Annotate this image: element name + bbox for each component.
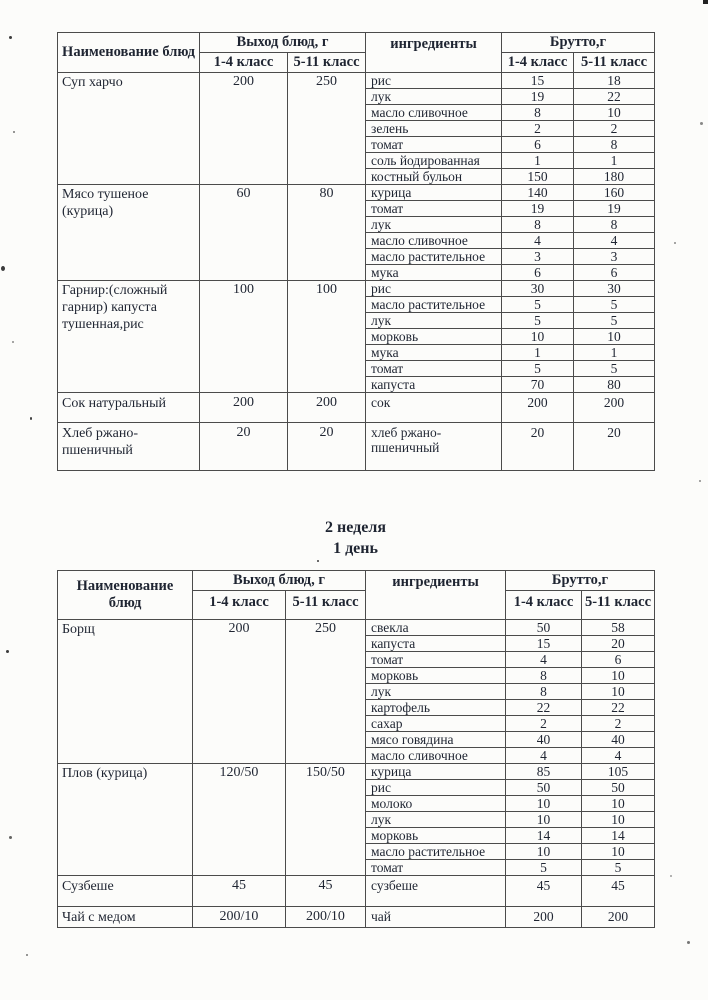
ingredient-gross-5-11: 8 [574,217,655,233]
ingredient-gross-1-4: 70 [502,377,574,393]
column-header-dish-name: Наименование блюд [58,33,200,73]
ingredient-gross-5-11: 160 [574,185,655,201]
dish-output-1-4: 200 [200,393,288,423]
ingredient-gross-5-11: 8 [574,137,655,153]
dish-name: Плов (курица) [58,764,193,876]
ingredient-gross-5-11: 58 [582,620,655,636]
scan-speck [674,242,676,244]
column-header-gross: Брутто,г [506,571,655,591]
ingredient-gross-5-11: 20 [582,636,655,652]
ingredient-name: лук [366,217,502,233]
week-heading: 2 неделя [325,519,386,536]
ingredient-name: масло сливочное [366,233,502,249]
table-header [58,571,655,620]
ingredient-gross-1-4: 5 [502,297,574,313]
ingredient-gross-1-4: 8 [506,668,582,684]
ingredient-gross-1-4: 20 [502,423,574,471]
ingredient-name: чай [366,907,506,928]
scan-speck [12,341,14,343]
table-row [58,620,655,636]
ingredient-gross-5-11: 4 [582,748,655,764]
column-header-gross: Брутто,г [502,33,655,53]
ingredient-name: капуста [366,636,506,652]
column-header-output-class-5-11: 5-11 класс [286,591,366,620]
ingredient-name: картофель [366,700,506,716]
ingredient-gross-1-4: 40 [506,732,582,748]
dish-output-1-4: 100 [200,281,288,393]
column-header-output-class-1-4: 1-4 класс [193,591,286,620]
ingredient-gross-1-4: 200 [502,393,574,423]
dish-output-1-4: 45 [193,876,286,907]
ingredient-name: томат [366,201,502,217]
ingredient-gross-1-4: 10 [506,796,582,812]
ingredient-gross-5-11: 10 [582,668,655,684]
ingredient-gross-1-4: 5 [502,361,574,377]
table-row [58,876,655,907]
ingredient-gross-5-11: 80 [574,377,655,393]
ingredient-gross-1-4: 10 [506,844,582,860]
ingredient-gross-5-11: 10 [574,329,655,345]
dish-output-5-11: 150/50 [286,764,366,876]
dish-name: Мясо тушеное (курица) [58,185,200,281]
ingredient-name: масло растительное [366,844,506,860]
column-header-gross-class-5-11: 5-11 класс [582,591,655,620]
ingredient-name: лук [366,684,506,700]
ingredient-gross-5-11: 4 [574,233,655,249]
dish-name: Суп харчо [58,73,200,185]
ingredient-gross-1-4: 15 [502,73,574,89]
ingredient-name: масло растительное [366,297,502,313]
ingredient-name: капуста [366,377,502,393]
ingredient-gross-1-4: 4 [506,748,582,764]
ingredient-gross-5-11: 5 [574,313,655,329]
ingredient-gross-5-11: 20 [574,423,655,471]
ingredient-gross-5-11: 10 [582,844,655,860]
ingredient-gross-1-4: 19 [502,201,574,217]
ingredient-gross-1-4: 8 [502,217,574,233]
ingredient-name: томат [366,860,506,876]
ingredient-gross-1-4: 140 [502,185,574,201]
ingredient-gross-5-11: 6 [574,265,655,281]
column-header-output-class-1-4: 1-4 класс [200,53,288,73]
scan-speck [687,941,690,944]
scan-speck [9,836,12,839]
ingredient-gross-1-4: 4 [506,652,582,668]
ingredient-gross-1-4: 2 [502,121,574,137]
ingredient-gross-1-4: 150 [502,169,574,185]
column-header-output: Выход блюд, г [193,571,366,591]
ingredient-gross-1-4: 10 [502,329,574,345]
dish-output-1-4: 20 [200,423,288,471]
ingredient-gross-1-4: 200 [506,907,582,928]
scan-speck [26,954,28,956]
ingredient-name: лук [366,812,506,828]
ingredient-name: хлеб ржано-пшеничный [366,423,502,471]
ingredient-name: морковь [366,828,506,844]
ingredient-name: сахар [366,716,506,732]
ingredient-gross-5-11: 200 [574,393,655,423]
ingredient-gross-5-11: 105 [582,764,655,780]
ingredient-name: рис [366,73,502,89]
ingredient-gross-1-4: 1 [502,153,574,169]
dish-name: Чай с медом [58,907,193,928]
table-row [58,393,655,423]
ingredient-gross-5-11: 19 [574,201,655,217]
column-header-output-class-5-11: 5-11 класс [288,53,366,73]
ingredient-name: рис [366,281,502,297]
ingredient-gross-1-4: 6 [502,265,574,281]
scan-speck [9,36,12,39]
ingredient-name: томат [366,137,502,153]
ingredient-name: курица [366,185,502,201]
ingredient-name: масло растительное [366,249,502,265]
ingredient-gross-5-11: 14 [582,828,655,844]
table-row [58,423,655,471]
ingredient-name: томат [366,361,502,377]
scan-speck [670,875,672,877]
ingredient-gross-1-4: 14 [506,828,582,844]
scan-speck [30,417,32,420]
ingredient-name: мясо говядина [366,732,506,748]
table-body [58,620,655,928]
scan-speck [700,122,703,125]
ingredient-name: зелень [366,121,502,137]
ingredient-name: масло сливочное [366,748,506,764]
ingredient-gross-5-11: 180 [574,169,655,185]
ingredient-name: молоко [366,796,506,812]
scan-speck [13,131,15,133]
dish-output-5-11: 20 [288,423,366,471]
ingredient-name: рис [366,780,506,796]
dish-output-5-11: 250 [288,73,366,185]
ingredient-gross-5-11: 1 [574,345,655,361]
dish-output-5-11: 250 [286,620,366,764]
table-header [58,33,655,73]
ingredient-gross-5-11: 40 [582,732,655,748]
dish-output-5-11: 100 [288,281,366,393]
table-row [58,73,655,89]
menu-table-week1 [57,32,655,471]
scan-speck [317,560,319,562]
column-header-gross-class-1-4: 1-4 класс [502,53,574,73]
section-heading [57,517,654,559]
ingredient-gross-1-4: 10 [506,812,582,828]
dish-output-1-4: 200/10 [193,907,286,928]
table-row [58,185,655,201]
ingredient-gross-5-11: 10 [582,796,655,812]
ingredient-gross-5-11: 3 [574,249,655,265]
dish-name: Борщ [58,620,193,764]
dish-output-5-11: 200/10 [286,907,366,928]
ingredient-name: лук [366,89,502,105]
ingredient-gross-1-4: 5 [506,860,582,876]
column-header-ingredients: ингредиенты [366,33,502,73]
scan-speck [699,480,701,482]
ingredient-gross-5-11: 1 [574,153,655,169]
dish-output-1-4: 200 [193,620,286,764]
ingredient-gross-1-4: 30 [502,281,574,297]
ingredient-gross-1-4: 22 [506,700,582,716]
ingredient-name: сузбеше [366,876,506,907]
dish-name: Сузбеше [58,876,193,907]
ingredient-gross-1-4: 4 [502,233,574,249]
ingredient-gross-5-11: 200 [582,907,655,928]
ingredient-name: мука [366,265,502,281]
scan-speck [6,650,9,653]
ingredient-gross-5-11: 45 [582,876,655,907]
ingredient-gross-5-11: 50 [582,780,655,796]
dish-name: Гарнир:(сложный гарнир) капуста тушенная,рис [58,281,200,393]
ingredient-gross-1-4: 50 [506,620,582,636]
ingredient-name: морковь [366,668,506,684]
column-header-ingredients: ингредиенты [366,571,506,620]
ingredient-name: лук [366,313,502,329]
ingredient-gross-5-11: 22 [574,89,655,105]
ingredient-name: свекла [366,620,506,636]
table-row [58,764,655,780]
column-header-gross-class-5-11: 5-11 класс [574,53,655,73]
dish-name: Сок натуральный [58,393,200,423]
ingredient-name: морковь [366,329,502,345]
ingredient-name: мука [366,345,502,361]
table-row [58,281,655,297]
ingredient-gross-5-11: 10 [582,812,655,828]
dish-output-5-11: 80 [288,185,366,281]
ingredient-gross-1-4: 1 [502,345,574,361]
ingredient-name: томат [366,652,506,668]
ingredient-name: соль йодированная [366,153,502,169]
ingredient-gross-1-4: 85 [506,764,582,780]
ingredient-gross-1-4: 8 [506,684,582,700]
ingredient-gross-5-11: 10 [574,105,655,121]
ingredient-gross-1-4: 6 [502,137,574,153]
ingredient-gross-5-11: 10 [582,684,655,700]
ingredient-gross-5-11: 2 [582,716,655,732]
table-row [58,907,655,928]
ingredient-gross-5-11: 2 [574,121,655,137]
ingredient-gross-1-4: 19 [502,89,574,105]
dish-output-5-11: 200 [288,393,366,423]
scan-edge-mark [703,0,708,4]
column-header-dish-name: Наименование блюд [58,571,193,620]
ingredient-gross-5-11: 5 [582,860,655,876]
ingredient-name: масло сливочное [366,105,502,121]
menu-table-week2-day1 [57,570,655,928]
ingredient-gross-1-4: 2 [506,716,582,732]
ingredient-gross-5-11: 22 [582,700,655,716]
ingredient-gross-5-11: 5 [574,361,655,377]
ingredient-gross-1-4: 45 [506,876,582,907]
ingredient-gross-5-11: 5 [574,297,655,313]
ingredient-gross-5-11: 6 [582,652,655,668]
dish-output-1-4: 200 [200,73,288,185]
dish-output-1-4: 120/50 [193,764,286,876]
ingredient-gross-1-4: 8 [502,105,574,121]
table-body [58,73,655,471]
ingredient-gross-1-4: 15 [506,636,582,652]
ingredient-name: сок [366,393,502,423]
dish-output-5-11: 45 [286,876,366,907]
ingredient-gross-5-11: 18 [574,73,655,89]
column-header-gross-class-1-4: 1-4 класс [506,591,582,620]
ingredient-gross-1-4: 50 [506,780,582,796]
day-heading: 1 день [333,540,378,557]
ingredient-name: курица [366,764,506,780]
scan-speck [1,266,5,271]
ingredient-gross-1-4: 5 [502,313,574,329]
ingredient-name: костный бульон [366,169,502,185]
dish-output-1-4: 60 [200,185,288,281]
column-header-output: Выход блюд, г [200,33,366,53]
ingredient-gross-1-4: 3 [502,249,574,265]
ingredient-gross-5-11: 30 [574,281,655,297]
dish-name: Хлеб ржано-пшеничный [58,423,200,471]
